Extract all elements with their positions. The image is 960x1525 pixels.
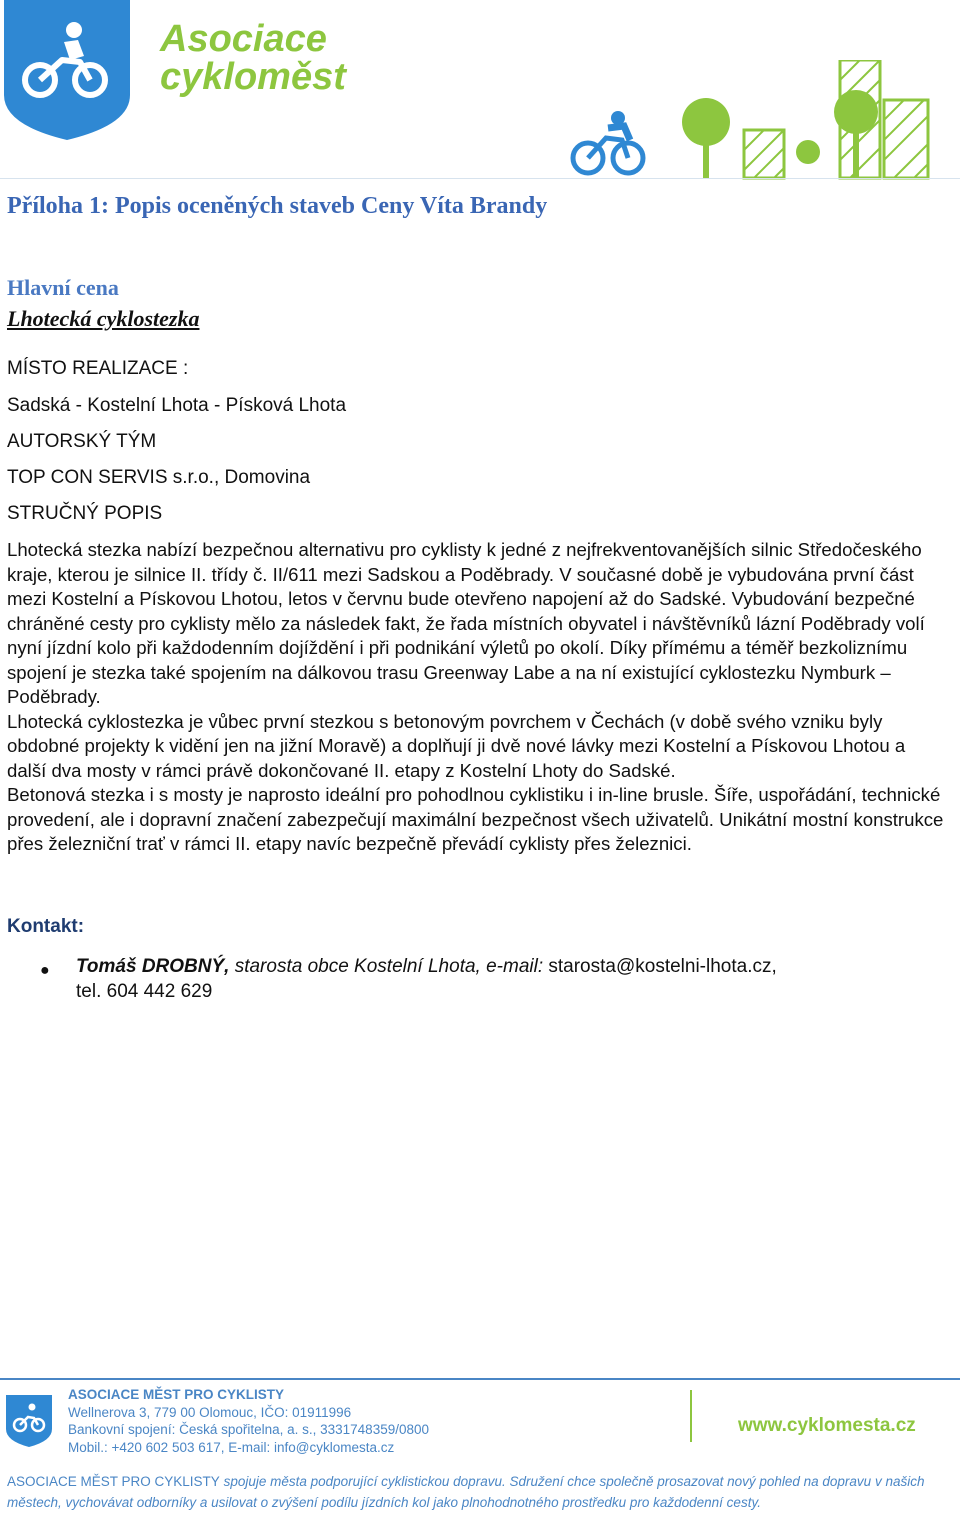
bullet-icon: ● [40, 962, 50, 979]
footer-tagline-text: spojuje města podporující cyklistickou dopravu. Sdružení chce společně prosazovat nový pohled na dopravu v našich městech, vychovávat odborníky a usilovat o zvýšení podílu jízdních kol jako plnohodnotného prostředku pro každodenní cesty. [7, 1474, 925, 1510]
logo-line-2: cykloměst [160, 56, 346, 98]
footer-organization [68, 1386, 429, 1456]
authors-label: AUTORSKÝ TÝM [7, 431, 157, 452]
summary-label: STRUČNÝ POPIS [7, 503, 163, 524]
logo-line-1: Asociace [160, 18, 327, 60]
paragraph: Lhotecká cyklostezka je vůbec první stezkou s betonovým povrchem v Čechách (v době svého vzniku byly obdobné projekty k vidění jen na jižní Moravě) a doplňují ji dvě nové lávky mezi Kostelní a Pískovou Lhotou a další dva mosty v rámci právě dokončované II. etapy z Kostelní Lhoty do Sadské. [7, 710, 906, 781]
paragraph: Lhotecká stezka nabízí bezpečnou alternativu pro cyklisty k jedné z nejfrekventovanějších silnic Středočeského kraje, kterou je silnice II. třídy č. II/611 mezi Sadskou a Poděbrady. V současné době je vybudována první část mezi Kostelní a Pískovou Lhotou, letos v červnu bude otevřeno napojení až do Sadské. Vybudování bezpečné chráněné cesty pro cyklisty mělo za následek fakt, že řada místních obyvatel i návštěvníků lázní Poděbrady volí nyní jízdní kolo při každodenním dojíždění i při podnikání výletů po okolí. Díky přímému a téměř bezkoliznímu spojení je stezka také spojením na dálkovou trasu Greenway Labe a na ní existující cyklostezku Nymburk – Poděbrady. [7, 539, 925, 707]
contact-email-link[interactable]: starosta@kostelni-lhota.cz, [543, 956, 777, 977]
logo-wordmark [160, 20, 346, 96]
footer-vertical-divider [690, 1390, 692, 1442]
place-value: Sadská - Kostelní Lhota - Písková Lhota [7, 395, 347, 416]
footer-bank: Bankovní spojení: Česká spořitelna, a. s., 3331748359/0800 [68, 1422, 429, 1437]
footer-tagline [7, 1471, 947, 1513]
header-divider [0, 178, 960, 179]
page-header [0, 0, 960, 185]
contact-label: Kontakt: [7, 916, 85, 937]
contact-name: Tomáš DROBNÝ, [76, 956, 230, 977]
authors-value: TOP CON SERVIS s.r.o., Domovina [7, 467, 311, 488]
contact-phone: tel. 604 442 629 [76, 980, 213, 1002]
contact-role: starosta obce Kostelní Lhota, e-mail: [229, 956, 544, 977]
prize-heading: Hlavní cena [7, 275, 119, 300]
cyclist-shield-logo-icon [4, 0, 130, 140]
contact-list-item [40, 955, 920, 1004]
description-body [7, 538, 947, 857]
footer-divider [0, 1378, 960, 1380]
footer-cyclist-shield-icon [6, 1395, 52, 1447]
footer-website-link[interactable]: www.cyklomesta.cz [738, 1415, 916, 1436]
footer-org-name: ASOCIACE MĚST PRO CYKLISTY [68, 1387, 285, 1402]
city-skyline-decoration-icon [568, 60, 930, 180]
project-name: Lhotecká cyklostezka [7, 306, 200, 331]
paragraph: Betonová stezka i s mosty je naprosto ideální pro pohodlnou cyklistiku i in-line brusle. Šíře, uspořádání, technické provedení, ale i dopravní značení zabezpečují maximální bezpečnost všech uživatelů. Unikátní mostní konstrukce přes železniční trať v rámci II. etapy navíc bezpečně převádí cyklisty přes železnici. [7, 784, 944, 854]
place-label: MÍSTO REALIZACE : [7, 358, 189, 379]
footer-tagline-org: ASOCIACE MĚST PRO CYKLISTY [7, 1474, 220, 1489]
document-title: Příloha 1: Popis oceněných staveb Ceny Víta Brandy [7, 193, 548, 219]
footer-address: Wellnerova 3, 779 00 Olomouc, IČO: 01911996 [68, 1404, 352, 1420]
footer-contact: Mobil.: +420 602 503 617, E-mail: info@cyklomesta.cz [68, 1439, 395, 1455]
